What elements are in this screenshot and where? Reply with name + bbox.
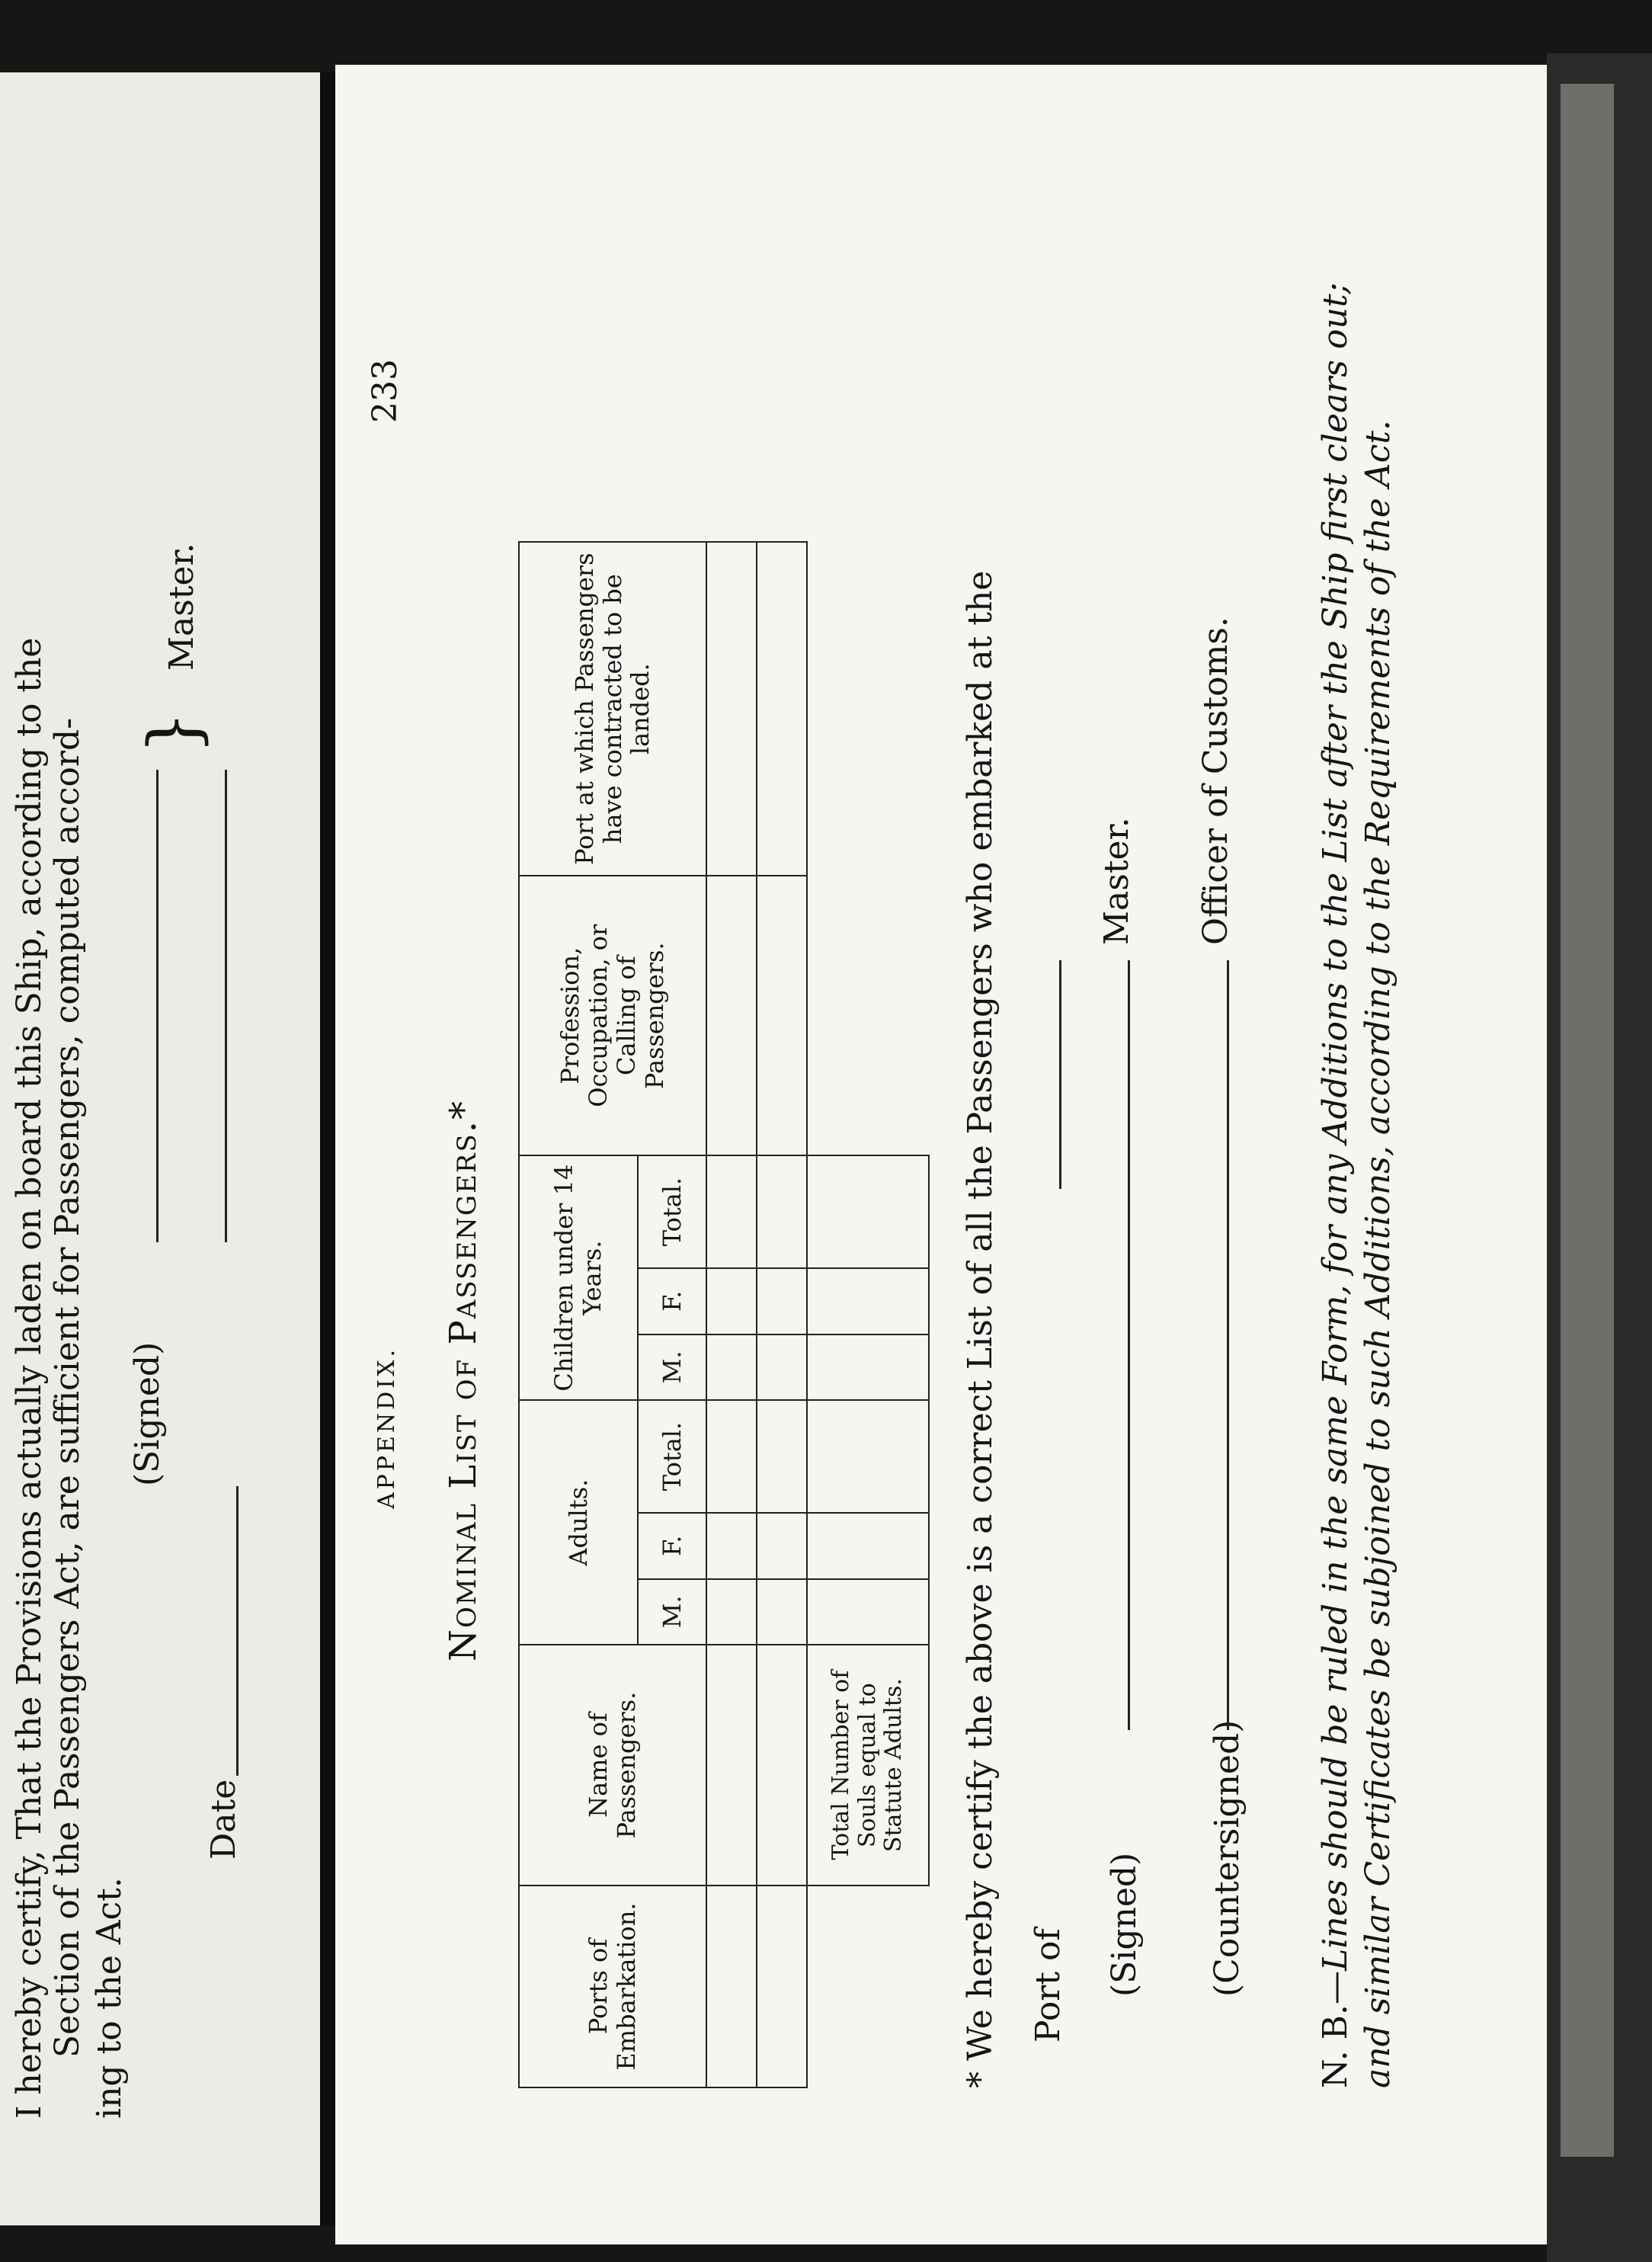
brace: } bbox=[134, 710, 214, 755]
col-adults: Adults. bbox=[519, 1400, 638, 1645]
certificate-master-label: Master. bbox=[1097, 817, 1136, 945]
col-children-f: F. bbox=[638, 1268, 706, 1334]
date-label: Date bbox=[204, 1779, 243, 1860]
col-port-landed: Port at which Passengers have contracted to be landed. bbox=[519, 542, 706, 876]
col-children-m: M. bbox=[638, 1334, 706, 1401]
footnote-prefix: N. B.— bbox=[1316, 1971, 1355, 2088]
signed-line bbox=[156, 770, 158, 1242]
certificate-text-2: Port of bbox=[1029, 1928, 1068, 2043]
col-adults-total: Total. bbox=[638, 1400, 706, 1513]
footnote-text: Lines should be ruled in the same Form, for any Additions to the List after the Ship first clears out; and similar Certificates be subjoined to such Additions, according to the Requirements of the Act. bbox=[1316, 282, 1397, 2088]
form-title: Nominal List of Passengers.* bbox=[442, 1099, 485, 1661]
signed-line-2 bbox=[225, 770, 227, 1242]
col-adults-m: M. bbox=[638, 1579, 706, 1645]
left-page-content bbox=[0, 91, 320, 2119]
blank-row bbox=[757, 542, 807, 2087]
certify-line-1: I hereby certify, That the Provisions actually laden on board this Ship, according to the bbox=[10, 637, 49, 2119]
footnote bbox=[1314, 259, 1400, 2088]
blank-row bbox=[706, 542, 757, 2087]
totals-label: Total Number of Souls equal to Statute Adults. bbox=[807, 1645, 929, 1886]
totals-row bbox=[807, 542, 929, 2087]
running-head: APPENDIX. bbox=[373, 1347, 400, 1509]
countersigned-line bbox=[1227, 960, 1229, 1730]
page-number: 233 bbox=[366, 359, 405, 423]
master-label: Master. bbox=[162, 543, 201, 671]
col-profession: Profession, Occupation, or Calling of Passengers. bbox=[519, 876, 706, 1155]
col-children: Children under 14 Years. bbox=[519, 1155, 638, 1400]
signed-label: (Signed) bbox=[128, 1341, 167, 1486]
port-line bbox=[1059, 960, 1061, 1189]
certificate-text-1: * We hereby certify the above is a correct List of all the Passengers who embarked at the bbox=[961, 570, 1000, 2088]
right-page-content bbox=[366, 91, 1509, 2088]
col-name: Name of Passengers. bbox=[519, 1645, 706, 1886]
date-line bbox=[236, 1486, 239, 1776]
page-edge-strip bbox=[1561, 84, 1614, 2157]
certificate-signed-line bbox=[1128, 960, 1130, 1730]
countersigned-label: (Countersigned) bbox=[1208, 1719, 1247, 1997]
col-children-total: Total. bbox=[638, 1155, 706, 1268]
book-gutter bbox=[320, 72, 335, 2225]
col-ports: Ports of Embarkation. bbox=[519, 1886, 706, 2087]
col-adults-f: F. bbox=[638, 1513, 706, 1579]
certificate-signed-label: (Signed) bbox=[1105, 1852, 1144, 1997]
officer-label: Officer of Customs. bbox=[1196, 617, 1235, 945]
certify-line-3: ing to the Act. bbox=[90, 1877, 129, 2119]
passenger-list-table bbox=[518, 541, 930, 2088]
certify-line-2: Section of the Passengers Act, are sufficient for Passengers, computed accord- bbox=[48, 717, 87, 2058]
